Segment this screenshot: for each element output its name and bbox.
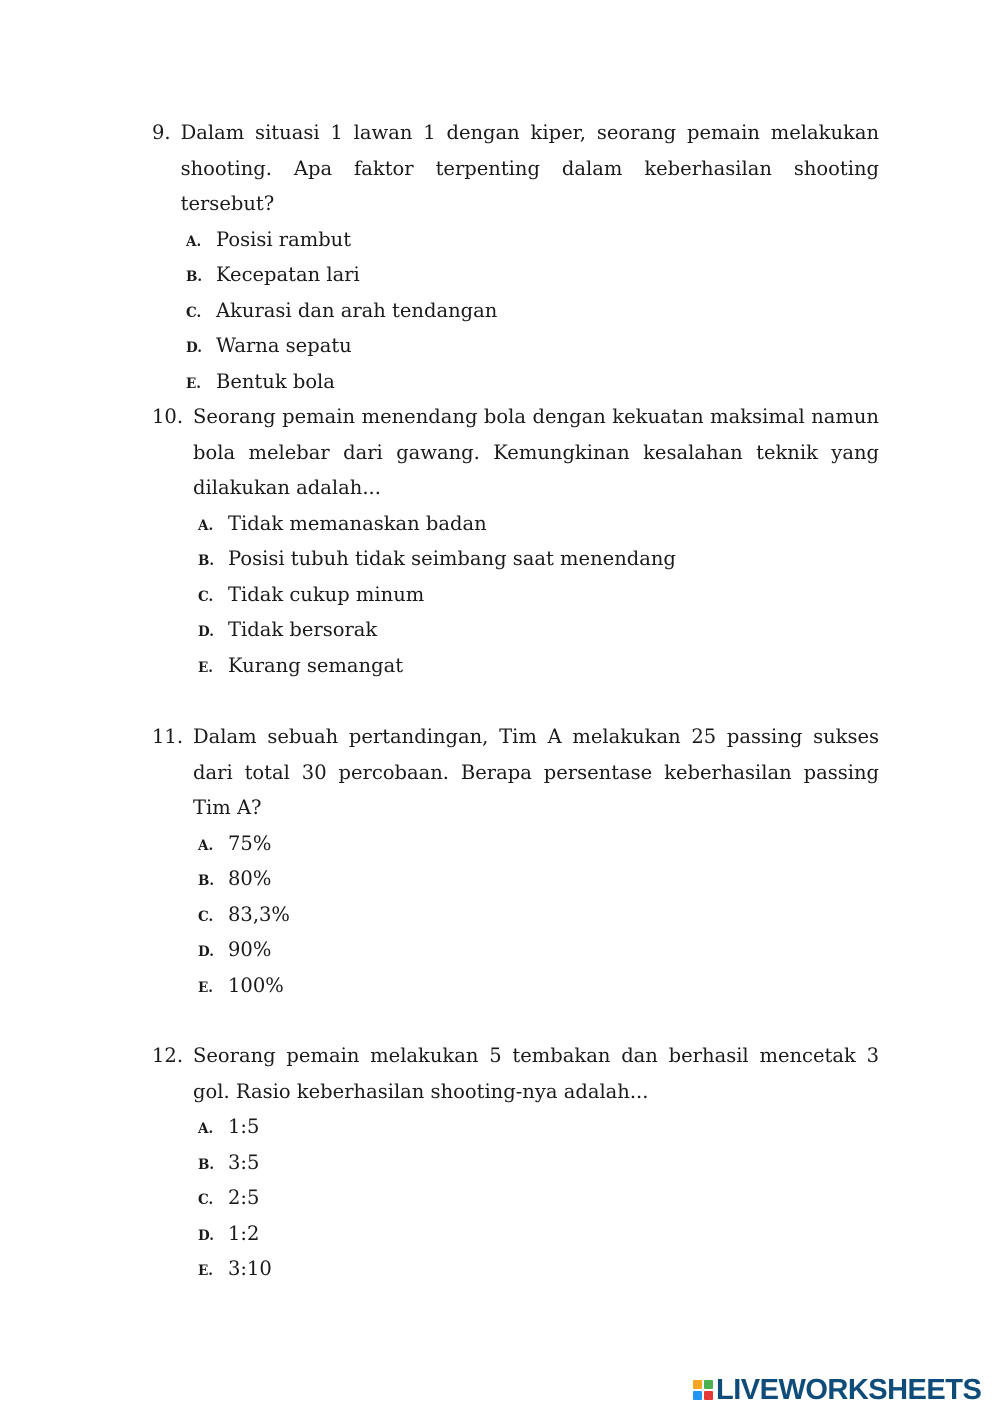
- option-letter: A.: [198, 1121, 214, 1137]
- option-letter: C.: [198, 588, 214, 605]
- option-a[interactable]: [198, 826, 879, 862]
- liveworksheets-logo[interactable]: [693, 1375, 981, 1405]
- option-b[interactable]: [198, 1145, 879, 1181]
- option-letter: E.: [198, 659, 213, 676]
- option-b[interactable]: [198, 541, 879, 577]
- option-text: Tidak memanaskan badan: [228, 511, 487, 535]
- option-a[interactable]: [186, 222, 879, 258]
- question-9: [152, 115, 879, 399]
- answer-options: [152, 1109, 879, 1287]
- option-text: 1:5: [228, 1115, 260, 1138]
- answer-options: [152, 506, 879, 684]
- logo-square-icon: [693, 1391, 702, 1400]
- option-letter: B.: [198, 553, 215, 569]
- option-text: 80%: [228, 867, 272, 890]
- option-b[interactable]: [186, 257, 879, 293]
- option-text: Posisi rambut: [216, 227, 352, 251]
- option-text: Tidak bersorak: [228, 618, 378, 641]
- logo-square-icon: [704, 1380, 713, 1389]
- logo-text: LIVEWORKSHEETS: [716, 1373, 982, 1406]
- question-number: 9.: [152, 121, 171, 144]
- option-e[interactable]: [198, 1251, 879, 1287]
- option-letter: C.: [186, 304, 202, 321]
- option-text: Kecepatan lari: [216, 263, 360, 286]
- logo-square-icon: [693, 1380, 702, 1389]
- option-b[interactable]: [198, 861, 879, 897]
- option-letter: D.: [198, 944, 214, 960]
- option-d[interactable]: [198, 932, 879, 968]
- option-d[interactable]: [198, 1216, 879, 1252]
- question-11: [152, 719, 879, 1003]
- option-a[interactable]: [198, 1109, 879, 1145]
- question-text: Seorang pemain menendang bola dengan kekuatan maksimal namun bola melebar dari gawang. Kemungkinan kesalahan teknik yang dilakukan adalah...: [193, 405, 879, 499]
- question-number: 12.: [152, 1044, 184, 1067]
- option-letter: A.: [186, 233, 202, 250]
- option-text: 100%: [228, 973, 284, 997]
- option-letter: E.: [198, 979, 213, 996]
- option-letter: B.: [198, 1156, 215, 1173]
- option-text: Tidak cukup minum: [228, 582, 425, 606]
- option-a[interactable]: [198, 506, 879, 542]
- question-number: 11.: [152, 725, 184, 748]
- option-text: Bentuk bola: [216, 369, 335, 393]
- option-letter: E.: [198, 1263, 213, 1279]
- option-text: 90%: [228, 938, 272, 961]
- option-e[interactable]: [186, 364, 879, 400]
- question-text: Dalam situasi 1 lawan 1 dengan kiper, seorang pemain melakukan shooting. Apa faktor terpenting dalam keberhasilan shooting tersebut?: [180, 121, 879, 215]
- option-text: 3:5: [228, 1150, 260, 1174]
- question-10: [152, 399, 879, 683]
- option-text: Kurang semangat: [228, 653, 404, 677]
- question-text: Dalam sebuah pertandingan, Tim A melakukan 25 passing sukses dari total 30 percobaan. Berapa persentase keberhasilan passing Tim A?: [193, 725, 879, 819]
- answer-options: [152, 826, 879, 1004]
- option-text: 3:10: [228, 1257, 272, 1280]
- option-letter: E.: [186, 375, 201, 392]
- option-text: 75%: [228, 831, 272, 855]
- option-c[interactable]: [198, 577, 879, 613]
- option-letter: D.: [198, 624, 214, 640]
- question-text: Seorang pemain melakukan 5 tembakan dan berhasil mencetak 3 gol. Rasio keberhasilan shooting-nya adalah...: [193, 1044, 879, 1103]
- option-letter: D.: [186, 340, 202, 356]
- option-letter: D.: [198, 1227, 214, 1244]
- option-c[interactable]: [198, 1180, 879, 1216]
- option-text: 1:2: [228, 1221, 260, 1245]
- option-letter: B.: [186, 269, 203, 285]
- question-12: [152, 1038, 879, 1287]
- logo-square-icon: [704, 1391, 713, 1400]
- option-text: Akurasi dan arah tendangan: [216, 298, 498, 322]
- option-text: 83,3%: [228, 902, 290, 926]
- option-e[interactable]: [198, 648, 879, 684]
- option-text: 2:5: [228, 1186, 260, 1209]
- option-c[interactable]: [198, 897, 879, 933]
- option-letter: C.: [198, 1192, 214, 1208]
- option-letter: A.: [198, 517, 214, 534]
- question-number: 10.: [152, 405, 184, 428]
- option-letter: B.: [198, 873, 215, 889]
- option-text: Posisi tubuh tidak seimbang saat menendang: [228, 547, 676, 570]
- option-c[interactable]: [186, 293, 879, 329]
- logo-mark-icon: [693, 1380, 713, 1400]
- option-letter: A.: [198, 837, 214, 854]
- option-letter: C.: [198, 908, 214, 925]
- option-d[interactable]: [198, 612, 879, 648]
- option-e[interactable]: [198, 968, 879, 1004]
- answer-options: [152, 222, 879, 400]
- option-text: Warna sepatu: [216, 334, 352, 357]
- option-d[interactable]: [186, 328, 879, 364]
